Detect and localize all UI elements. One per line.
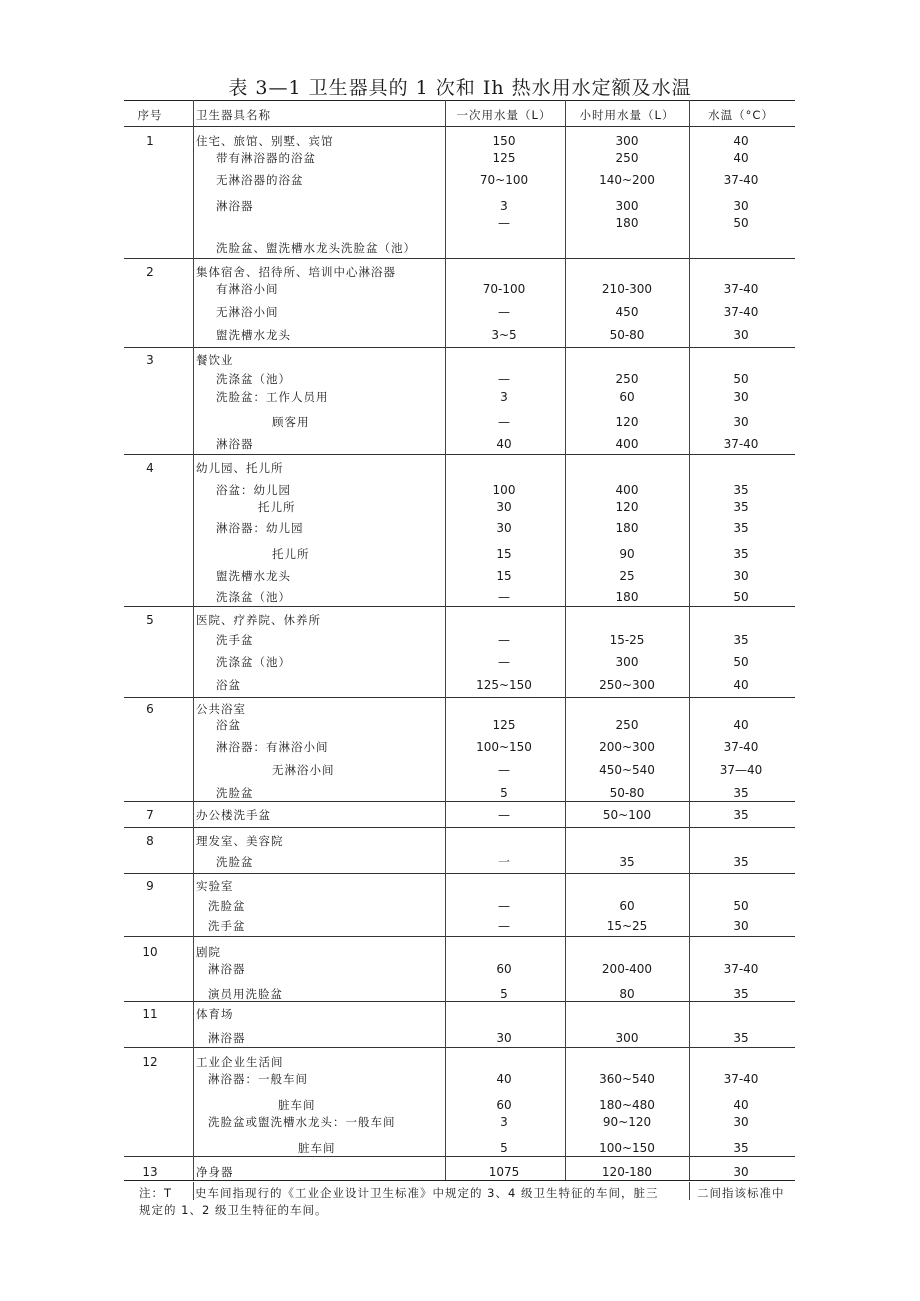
hour-usage: 250 xyxy=(615,372,639,386)
hour-usage: 250~300 xyxy=(599,678,655,692)
water-temp: 37-40 xyxy=(723,305,759,319)
hour-usage: 450~540 xyxy=(599,763,655,777)
fixture-name: 医院、疗养院、休养所 xyxy=(196,613,321,627)
fixture-name: 脏车间 xyxy=(278,1098,316,1112)
water-temp: 35 xyxy=(733,855,749,869)
table-rule xyxy=(124,1180,795,1181)
water-temp: 35 xyxy=(733,500,749,514)
fixture-name: 无淋浴器的浴盆 xyxy=(216,173,304,187)
once-usage: 125~150 xyxy=(476,678,532,692)
row-number: 12 xyxy=(142,1055,158,1069)
once-usage: — xyxy=(498,372,510,386)
once-usage: 1075 xyxy=(488,1165,520,1179)
row-number: 11 xyxy=(142,1007,158,1021)
water-temp: 35 xyxy=(733,547,749,561)
hour-usage: 50-80 xyxy=(609,328,645,342)
table-title: 表 3—1 卫生器具的 1 次和 Ih 热水用水定额及水温 xyxy=(228,77,692,99)
hour-usage: 50~100 xyxy=(602,808,652,822)
water-temp: 35 xyxy=(733,483,749,497)
water-temp: 30 xyxy=(733,390,749,404)
column-rule xyxy=(193,100,194,1180)
fixture-name: 淋浴器：有淋浴小间 xyxy=(216,740,329,754)
table-rule xyxy=(124,873,795,874)
fixture-name: 淋浴器：一般车间 xyxy=(208,1072,308,1086)
header-once: 一次用水量（L） xyxy=(456,108,552,122)
fixture-name: 工业企业生活间 xyxy=(196,1055,284,1069)
water-temp: 35 xyxy=(733,786,749,800)
note-label: 注：T xyxy=(139,1186,173,1200)
once-usage: — xyxy=(498,655,510,669)
once-usage: 60 xyxy=(496,962,512,976)
hour-usage: 120 xyxy=(615,500,639,514)
once-usage: 15 xyxy=(496,569,512,583)
once-usage: 70~100 xyxy=(479,173,529,187)
fixture-name: 淋浴器 xyxy=(208,1031,246,1045)
hour-usage: 15-25 xyxy=(609,633,645,647)
table-rule xyxy=(124,1047,795,1048)
once-usage: 5 xyxy=(500,1141,508,1155)
row-number: 9 xyxy=(146,879,154,893)
water-temp: 37-40 xyxy=(723,1072,759,1086)
once-usage: 3~5 xyxy=(491,328,517,342)
water-temp: 37-40 xyxy=(723,282,759,296)
fixture-name: 幼儿园、托儿所 xyxy=(196,461,284,475)
water-temp: 30 xyxy=(733,328,749,342)
once-usage: — xyxy=(498,633,510,647)
hour-usage: 180 xyxy=(615,590,639,604)
fixture-name: 浴盆 xyxy=(216,678,241,692)
table-rule xyxy=(124,258,795,259)
once-usage: 30 xyxy=(496,1031,512,1045)
once-usage: — xyxy=(498,919,510,933)
water-temp: 37—40 xyxy=(719,763,763,777)
fixture-name: 带有淋浴器的浴盆 xyxy=(216,151,316,165)
once-usage: 3 xyxy=(500,390,508,404)
header-hour: 小时用水量（L） xyxy=(579,108,675,122)
once-usage: 150 xyxy=(492,134,516,148)
table-rule xyxy=(124,1156,795,1157)
water-temp: 37-40 xyxy=(723,740,759,754)
hour-usage: 400 xyxy=(615,483,639,497)
water-temp: 30 xyxy=(733,199,749,213)
hour-usage: 90 xyxy=(619,547,635,561)
water-temp: 50 xyxy=(733,655,749,669)
hour-usage: 60 xyxy=(619,899,635,913)
water-temp: 30 xyxy=(733,569,749,583)
hour-usage: 250 xyxy=(615,151,639,165)
table-rule xyxy=(124,827,795,828)
hour-usage: 210-300 xyxy=(601,282,653,296)
once-usage: 3 xyxy=(500,199,508,213)
water-temp: 50 xyxy=(733,590,749,604)
once-usage: 一 xyxy=(497,855,510,869)
fixture-name: 脏车间 xyxy=(298,1141,336,1155)
water-temp: 40 xyxy=(733,1098,749,1112)
fixture-name: 演员用洗脸盆 xyxy=(208,987,283,1001)
once-usage: 15 xyxy=(496,547,512,561)
row-number: 13 xyxy=(142,1165,158,1179)
fixture-name: 集体宿舍、招待所、培训中心淋浴器 xyxy=(196,265,396,279)
fixture-name: 有淋浴小间 xyxy=(216,282,279,296)
fixture-name: 淋浴器：幼儿园 xyxy=(216,521,304,535)
row-number: 2 xyxy=(146,265,154,279)
once-usage: 125 xyxy=(492,151,516,165)
fixture-name: 洗手盆 xyxy=(208,919,246,933)
fixture-name: 浴盆：幼儿园 xyxy=(216,483,291,497)
fixture-name: 盥洗槽水龙头 xyxy=(216,569,291,583)
table-rule xyxy=(124,347,795,348)
hour-usage: 250 xyxy=(615,718,639,732)
fixture-name: 托儿所 xyxy=(272,547,310,561)
once-usage: — xyxy=(498,305,510,319)
water-temp: 40 xyxy=(733,151,749,165)
row-number: 8 xyxy=(146,834,154,848)
hour-usage: 300 xyxy=(615,1031,639,1045)
fixture-name: 洗脸盆、盥洗槽水龙头洗脸盆（池） xyxy=(216,241,416,255)
fixture-name: 无淋浴小间 xyxy=(272,763,335,777)
water-temp: 35 xyxy=(733,808,749,822)
row-number: 1 xyxy=(146,134,154,148)
hour-usage: 300 xyxy=(615,199,639,213)
fixture-name: 托儿所 xyxy=(258,500,296,514)
fixture-name: 办公楼洗手盆 xyxy=(196,808,271,822)
once-usage: — xyxy=(498,216,510,230)
fixture-name: 顾客用 xyxy=(272,415,310,429)
fixture-name: 洗脸盆或盥洗槽水龙头：一般车间 xyxy=(208,1115,396,1129)
header-name: 卫生器具名称 xyxy=(196,108,271,122)
fixture-name: 净身器 xyxy=(196,1165,234,1179)
hour-usage: 80 xyxy=(619,987,635,1001)
fixture-name: 洗涤盆（池） xyxy=(216,590,291,604)
once-usage: 30 xyxy=(496,521,512,535)
table-rule xyxy=(124,606,795,607)
once-usage: 30 xyxy=(496,500,512,514)
water-temp: 37-40 xyxy=(723,437,759,451)
water-temp: 30 xyxy=(733,415,749,429)
table-rule xyxy=(124,454,795,455)
note-text: 史车间指现行的《工业企业设计卫生标准》中规定的 3、4 级卫生特征的车间，脏三 xyxy=(195,1186,659,1200)
hour-usage: 400 xyxy=(615,437,639,451)
fixture-name: 淋浴器 xyxy=(216,437,254,451)
water-temp: 35 xyxy=(733,987,749,1001)
hour-usage: 180 xyxy=(615,521,639,535)
fixture-name: 洗脸盆 xyxy=(216,855,254,869)
row-number: 10 xyxy=(142,945,158,959)
row-number: 5 xyxy=(146,613,154,627)
water-temp: 37-40 xyxy=(723,962,759,976)
column-rule xyxy=(689,100,690,1180)
fixture-name: 淋浴器 xyxy=(216,199,254,213)
once-usage: — xyxy=(498,763,510,777)
fixture-name: 浴盆 xyxy=(216,718,241,732)
hour-usage: 120-180 xyxy=(601,1165,653,1179)
hour-usage: 360~540 xyxy=(599,1072,655,1086)
water-temp: 37-40 xyxy=(723,173,759,187)
fixture-name: 盥洗槽水龙头 xyxy=(216,328,291,342)
fixture-name: 住宅、旅馆、别墅、宾馆 xyxy=(196,134,334,148)
fixture-name: 淋浴器 xyxy=(208,962,246,976)
water-temp: 35 xyxy=(733,521,749,535)
table-rule xyxy=(124,936,795,937)
note-rule xyxy=(193,1182,194,1200)
water-temp: 30 xyxy=(733,1115,749,1129)
fixture-name: 洗脸盆：工作人员用 xyxy=(216,390,329,404)
once-usage: — xyxy=(498,415,510,429)
water-temp: 40 xyxy=(733,718,749,732)
water-temp: 50 xyxy=(733,372,749,386)
hour-usage: 60 xyxy=(619,390,635,404)
table-rule xyxy=(124,100,795,101)
once-usage: 70-100 xyxy=(482,282,526,296)
column-rule xyxy=(565,100,566,1180)
water-temp: 35 xyxy=(733,1141,749,1155)
once-usage: — xyxy=(498,808,510,822)
water-temp: 40 xyxy=(733,134,749,148)
once-usage: 125 xyxy=(492,718,516,732)
column-rule xyxy=(445,100,446,1180)
fixture-name: 餐饮业 xyxy=(196,353,234,367)
hour-usage: 35 xyxy=(619,855,635,869)
fixture-name: 洗涤盆（池） xyxy=(216,372,291,386)
row-number: 3 xyxy=(146,353,154,367)
water-temp: 30 xyxy=(733,1165,749,1179)
fixture-name: 无淋浴小间 xyxy=(216,305,279,319)
hour-usage: 90~120 xyxy=(602,1115,652,1129)
fixture-name: 剧院 xyxy=(196,945,221,959)
once-usage: 5 xyxy=(500,987,508,1001)
once-usage: — xyxy=(498,590,510,604)
water-temp: 30 xyxy=(733,919,749,933)
row-number: 6 xyxy=(146,702,154,716)
water-temp: 35 xyxy=(733,1031,749,1045)
table-rule xyxy=(124,697,795,698)
row-number: 7 xyxy=(146,808,154,822)
table-rule xyxy=(124,801,795,802)
hour-usage: 25 xyxy=(619,569,635,583)
fixture-name: 洗涤盆（池） xyxy=(216,655,291,669)
water-temp: 50 xyxy=(733,899,749,913)
fixture-name: 实验室 xyxy=(196,879,234,893)
hour-usage: 100~150 xyxy=(599,1141,655,1155)
once-usage: 60 xyxy=(496,1098,512,1112)
water-temp: 40 xyxy=(733,678,749,692)
fixture-name: 洗脸盆 xyxy=(208,899,246,913)
once-usage: — xyxy=(498,899,510,913)
hour-usage: 180~480 xyxy=(599,1098,655,1112)
hour-usage: 140~200 xyxy=(599,173,655,187)
note-text-end: 二间指该标准中 xyxy=(697,1186,785,1200)
once-usage: 40 xyxy=(496,437,512,451)
hour-usage: 120 xyxy=(615,415,639,429)
hour-usage: 50-80 xyxy=(609,786,645,800)
header-temp: 水温（°C） xyxy=(708,108,774,122)
once-usage: 40 xyxy=(496,1072,512,1086)
hour-usage: 200-400 xyxy=(601,962,653,976)
once-usage: 100 xyxy=(492,483,516,497)
fixture-name: 公共浴室 xyxy=(196,702,246,716)
fixture-name: 理发室、美容院 xyxy=(196,834,284,848)
note-rule xyxy=(689,1182,690,1200)
table-rule xyxy=(124,126,795,127)
hour-usage: 300 xyxy=(615,134,639,148)
hour-usage: 300 xyxy=(615,655,639,669)
hour-usage: 450 xyxy=(615,305,639,319)
fixture-name: 体育场 xyxy=(196,1007,234,1021)
hour-usage: 180 xyxy=(615,216,639,230)
water-temp: 35 xyxy=(733,633,749,647)
water-temp: 50 xyxy=(733,216,749,230)
hour-usage: 200~300 xyxy=(599,740,655,754)
note-text-line2: 规定的 1、2 级卫生特征的车间。 xyxy=(139,1203,328,1217)
once-usage: 100~150 xyxy=(476,740,532,754)
fixture-name: 洗脸盆 xyxy=(216,786,254,800)
row-number: 4 xyxy=(146,461,154,475)
table-rule xyxy=(124,1001,795,1002)
once-usage: 3 xyxy=(500,1115,508,1129)
fixture-name: 洗手盆 xyxy=(216,633,254,647)
header-num: 序号 xyxy=(137,108,163,122)
hour-usage: 15~25 xyxy=(606,919,648,933)
once-usage: 5 xyxy=(500,786,508,800)
